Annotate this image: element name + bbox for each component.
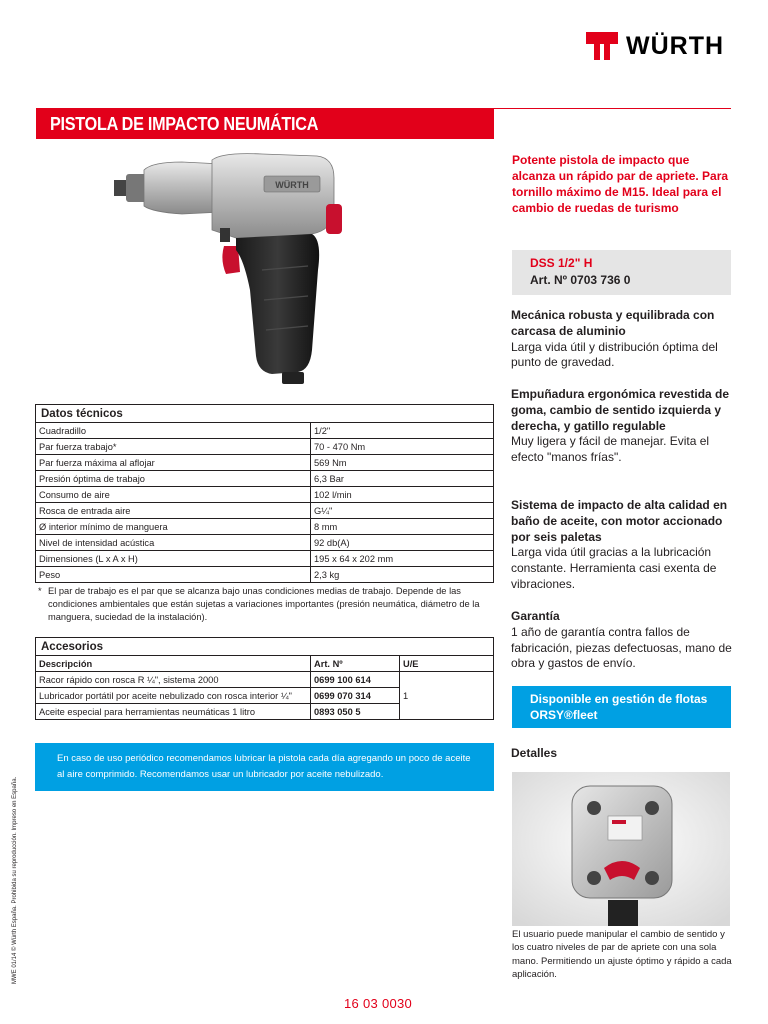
spec-value: 70 - 470 Nm (311, 439, 494, 455)
table-row (36, 423, 494, 439)
notice-text: En caso de uso periódico recomendamos lubricar la pistola cada día agregando un poco de aceite al aire comprimido. Recomendamos usar un lubricador por aceite nebulizado. (57, 753, 471, 780)
spec-value: 2,3 kg (311, 567, 494, 583)
spec-label: Cuadradillo (36, 423, 311, 439)
footnote (38, 585, 498, 624)
table-row (36, 503, 494, 519)
legal-text: MWE 01/14 © Würth España. Prohibida su reproducción. Impreso en España. (12, 776, 18, 984)
spec-label: Presión óptima de trabajo (36, 471, 311, 487)
accessory-desc: Lubricador portátil por aceite nebulizado con rosca interior ¼" (36, 688, 311, 704)
spec-value: 195 x 64 x 202 mm (311, 551, 494, 567)
page-title: PISTOLA DE IMPACTO NEUMÁTICA (50, 114, 319, 134)
orsy-text: Disponible en gestión de flotas ORSY®fleet (530, 692, 708, 722)
spec-label: Rosca de entrada aire (36, 503, 311, 519)
wurth-logo-icon (584, 30, 620, 62)
details-heading: Detalles (511, 746, 558, 760)
spec-value: 102 l/min (311, 487, 494, 503)
col-description: Descripción (36, 656, 311, 672)
table-row (36, 535, 494, 551)
lead-text: Potente pistola de impacto que alcanza un rápido par de apriete. Para tornillo máximo de M15. Ideal para el cambio de ruedas de turismo (512, 153, 729, 215)
footnote-marker: * (38, 586, 42, 596)
impact-wrench-icon (112, 150, 364, 390)
tech-data-table (35, 404, 494, 583)
feature-title: Garantía (511, 609, 560, 623)
switch-detail-photo (512, 772, 730, 926)
housing-label: WÜRTH (275, 180, 309, 190)
spec-label: Ø interior mínimo de manguera (36, 519, 311, 535)
spec-value: G¼" (311, 503, 494, 519)
col-units: U/E (400, 656, 494, 672)
table-row (36, 567, 494, 583)
article-box (512, 250, 731, 295)
lubrication-notice (35, 743, 494, 791)
page-number: 16 03 0030 (344, 996, 413, 1011)
spec-label: Peso (36, 567, 311, 583)
table-row (36, 487, 494, 503)
feature-title: Sistema de impacto de alta calidad en baño de aceite, con motor accionado por seis paletas (511, 498, 728, 544)
accessory-ue: 1 (400, 672, 494, 720)
title-bar (36, 108, 494, 139)
feature-block (511, 308, 733, 371)
feature-block (511, 609, 733, 672)
feature-text: Larga vida útil gracias a la lubricación constante. Herramienta casi exenta de vibraciones. (511, 545, 717, 591)
accessory-art: 0699 070 314 (311, 688, 400, 704)
model-name: DSS 1/2" H (530, 256, 593, 270)
tech-data-heading: Datos técnicos (36, 405, 494, 423)
footnote-text: El par de trabajo es el par que se alcanza bajo unas condiciones medias de trabajo. Depende de las condiciones ambientales que están sujetas a variaciones importantes (presión neumática, diámetro de la manguera, suciedad de la instalación). (48, 586, 480, 622)
feature-text: 1 año de garantía contra fallos de fabricación, piezas defectuosas, mano de obra y gastos de envío. (511, 624, 732, 671)
col-article: Art. Nº (311, 656, 400, 672)
table-row (36, 551, 494, 567)
table-row (36, 672, 494, 688)
table-row (36, 519, 494, 535)
spec-value: 92 db(A) (311, 535, 494, 551)
spec-label: Par fuerza trabajo* (36, 439, 311, 455)
article-number: Art. Nº 0703 736 0 (530, 273, 631, 287)
feature-text: Larga vida útil y distribución óptima del punto de gravedad. (511, 339, 718, 370)
table-row (36, 471, 494, 487)
table-row (36, 439, 494, 455)
feature-text: Muy ligera y fácil de manejar. Evita el efecto "manos frías". (511, 434, 710, 465)
feature-block (511, 387, 733, 466)
accessory-art: 0699 100 614 (311, 672, 400, 688)
spec-label: Nivel de intensidad acústica (36, 535, 311, 551)
accessory-desc: Aceite especial para herramientas neumáticas 1 litro (36, 704, 311, 720)
table-row (36, 455, 494, 471)
spec-label: Par fuerza máxima al aflojar (36, 455, 311, 471)
accessories-table (35, 637, 494, 720)
accessories-heading: Accesorios (36, 638, 494, 656)
feature-block (511, 498, 733, 593)
accessory-desc: Racor rápido con rosca R ¼", sistema 2000 (36, 672, 311, 688)
spec-label: Consumo de aire (36, 487, 311, 503)
accessory-art: 0893 050 5 (311, 704, 400, 720)
feature-title: Mecánica robusta y equilibrada con carcasa de aluminio (511, 308, 715, 338)
details-caption: El usuario puede manipular el cambio de sentido y los cuatro niveles de par de apriete con una sola mano. Permitiendo un ajuste óptimo y rápido a cada aplicación. (512, 929, 732, 981)
spec-label: Dimensiones (L x A x H) (36, 551, 311, 567)
spec-value: 1/2" (311, 423, 494, 439)
brand-name: WÜRTH (626, 32, 725, 60)
orsy-fleet-banner (512, 686, 731, 728)
spec-value: 569 Nm (311, 455, 494, 471)
spec-value: 6,3 Bar (311, 471, 494, 487)
feature-title: Empuñadura ergonómica revestida de goma, cambio de sentido izquierda y derecha, y gatillo regulable (511, 387, 730, 433)
spec-value: 8 mm (311, 519, 494, 535)
